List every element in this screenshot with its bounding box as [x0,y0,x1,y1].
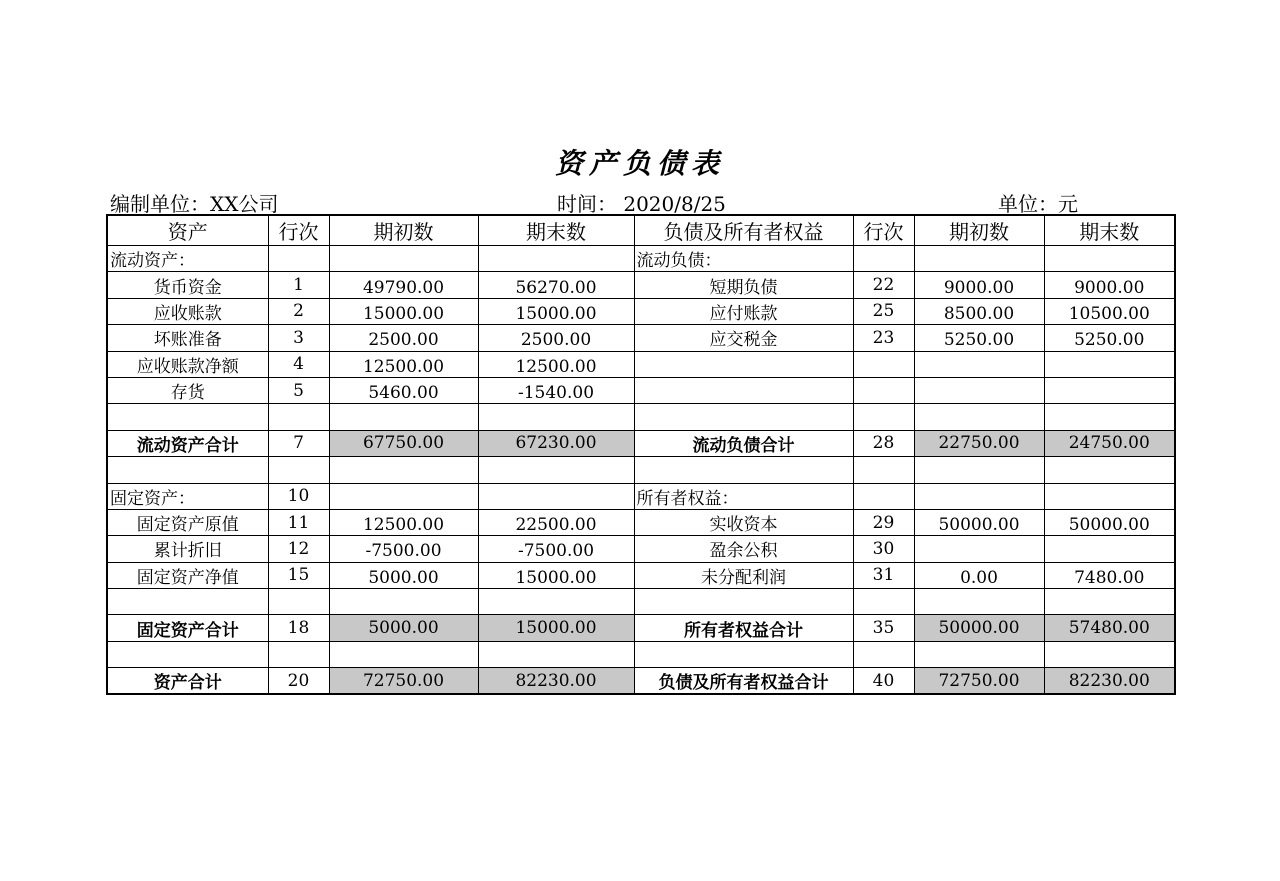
liability-line-no-cell: 29 [853,509,914,535]
asset-closing-cell: 2500.00 [478,325,634,351]
asset-closing-cell [478,404,634,430]
liability-opening-cell [914,641,1044,667]
page-title: 资产负债表 [554,147,725,180]
liability-name-cell [634,377,853,403]
table-row [107,457,1175,483]
asset-opening-cell: 12500.00 [329,351,478,377]
asset-opening-cell [329,589,478,615]
asset-closing-cell: 15000.00 [478,562,634,588]
liability-closing-cell: 50000.00 [1044,509,1175,535]
liability-line-no-cell [853,246,914,272]
header-closing: 期末数 [478,215,634,246]
liability-line-no-cell: 23 [853,325,914,351]
asset-line-no-cell: 11 [268,509,329,535]
asset-name-cell [107,404,268,430]
table-row [107,298,1175,324]
asset-closing-cell [478,457,634,483]
liability-name-cell: 实收资本 [634,509,853,535]
liability-name-cell: 所有者权益合计 [634,615,853,641]
asset-name-cell: 固定资产合计 [107,615,268,641]
asset-line-no-cell: 10 [268,483,329,509]
asset-line-no-cell: 3 [268,325,329,351]
table-row [107,483,1175,509]
table-row [107,562,1175,588]
liability-name-cell: 所有者权益： [634,483,853,509]
asset-closing-cell [478,483,634,509]
asset-name-cell: 货币资金 [107,272,268,298]
balance-sheet-table [106,214,1176,695]
liability-line-no-cell: 25 [853,298,914,324]
asset-closing-cell: -7500.00 [478,536,634,562]
table-row [107,589,1175,615]
asset-line-no-cell: 5 [268,377,329,403]
liability-closing-cell: 24750.00 [1044,430,1175,456]
liability-line-no-cell [853,589,914,615]
asset-opening-cell [329,483,478,509]
liability-line-no-cell: 40 [853,668,914,695]
asset-closing-cell [478,641,634,667]
table-row [107,641,1175,667]
liability-closing-cell [1044,641,1175,667]
asset-opening-cell: 5460.00 [329,377,478,403]
asset-closing-cell: 82230.00 [478,668,634,695]
asset-closing-cell: 56270.00 [478,272,634,298]
asset-opening-cell: 72750.00 [329,668,478,695]
table-row [107,536,1175,562]
liability-opening-cell: 72750.00 [914,668,1044,695]
liability-opening-cell: 50000.00 [914,615,1044,641]
asset-opening-cell: 49790.00 [329,272,478,298]
liability-name-cell [634,641,853,667]
liability-opening-cell [914,377,1044,403]
liability-closing-cell [1044,536,1175,562]
liability-closing-cell [1044,457,1175,483]
table-header-row [107,215,1175,246]
asset-opening-cell: 5000.00 [329,615,478,641]
liability-opening-cell [914,483,1044,509]
asset-opening-cell [329,457,478,483]
asset-name-cell [107,457,268,483]
liability-name-cell: 应付账款 [634,298,853,324]
liability-name-cell: 流动负债： [634,246,853,272]
asset-opening-cell: 12500.00 [329,509,478,535]
asset-line-no-cell [268,246,329,272]
asset-opening-cell [329,404,478,430]
asset-name-cell: 固定资产原值 [107,509,268,535]
header-closing-2: 期末数 [1044,215,1175,246]
liability-opening-cell: 50000.00 [914,509,1044,535]
asset-name-cell: 流动资产合计 [107,430,268,456]
header-assets: 资产 [107,215,268,246]
liability-closing-cell [1044,351,1175,377]
liability-closing-cell: 10500.00 [1044,298,1175,324]
liability-name-cell: 盈余公积 [634,536,853,562]
liability-line-no-cell [853,404,914,430]
table-row [107,246,1175,272]
asset-closing-cell: 15000.00 [478,298,634,324]
asset-line-no-cell: 20 [268,668,329,695]
table-row [107,377,1175,403]
liability-opening-cell: 8500.00 [914,298,1044,324]
liability-closing-cell: 82230.00 [1044,668,1175,695]
liability-closing-cell: 57480.00 [1044,615,1175,641]
header-opening-2: 期初数 [914,215,1044,246]
table-row [107,404,1175,430]
asset-closing-cell: 12500.00 [478,351,634,377]
liability-opening-cell [914,351,1044,377]
asset-name-cell: 固定资产净值 [107,562,268,588]
liability-opening-cell [914,589,1044,615]
liability-name-cell: 负债及所有者权益合计 [634,668,853,695]
liability-name-cell [634,404,853,430]
liability-line-no-cell [853,457,914,483]
asset-line-no-cell: 15 [268,562,329,588]
asset-opening-cell: 15000.00 [329,298,478,324]
table-row [107,509,1175,535]
asset-line-no-cell [268,589,329,615]
liability-closing-cell [1044,246,1175,272]
liability-line-no-cell [853,641,914,667]
asset-name-cell: 坏账准备 [107,325,268,351]
asset-closing-cell: 67230.00 [478,430,634,456]
liability-line-no-cell: 22 [853,272,914,298]
liability-opening-cell [914,404,1044,430]
asset-opening-cell: 2500.00 [329,325,478,351]
liability-line-no-cell [853,483,914,509]
liability-opening-cell: 9000.00 [914,272,1044,298]
asset-line-no-cell: 7 [268,430,329,456]
liability-name-cell: 短期负债 [634,272,853,298]
liability-line-no-cell: 35 [853,615,914,641]
asset-name-cell: 存货 [107,377,268,403]
liability-opening-cell: 5250.00 [914,325,1044,351]
table-row [107,325,1175,351]
liability-opening-cell [914,536,1044,562]
asset-line-no-cell: 1 [268,272,329,298]
liability-opening-cell: 22750.00 [914,430,1044,456]
liability-name-cell [634,457,853,483]
asset-line-no-cell [268,641,329,667]
liability-closing-cell [1044,377,1175,403]
liability-line-no-cell: 28 [853,430,914,456]
asset-name-cell: 应收账款 [107,298,268,324]
prepared-by-label: 编制单位：XX公司 [110,192,279,216]
liability-name-cell: 流动负债合计 [634,430,853,456]
liability-closing-cell: 7480.00 [1044,562,1175,588]
asset-closing-cell: 15000.00 [478,615,634,641]
liability-closing-cell [1044,589,1175,615]
liability-closing-cell: 9000.00 [1044,272,1175,298]
liability-line-no-cell [853,351,914,377]
asset-line-no-cell: 18 [268,615,329,641]
liability-closing-cell [1044,404,1175,430]
liability-closing-cell [1044,483,1175,509]
liability-line-no-cell: 30 [853,536,914,562]
asset-line-no-cell: 12 [268,536,329,562]
asset-name-cell [107,641,268,667]
liability-name-cell: 应交税金 [634,325,853,351]
asset-name-cell [107,589,268,615]
asset-closing-cell: 22500.00 [478,509,634,535]
header-line-no-2: 行次 [853,215,914,246]
table-row [107,615,1175,641]
table-row [107,351,1175,377]
asset-line-no-cell: 2 [268,298,329,324]
asset-line-no-cell [268,404,329,430]
asset-closing-cell [478,246,634,272]
liability-name-cell [634,351,853,377]
table-row [107,430,1175,456]
liability-opening-cell [914,457,1044,483]
table-row [107,668,1175,695]
asset-opening-cell: 5000.00 [329,562,478,588]
liability-closing-cell: 5250.00 [1044,325,1175,351]
table-row [107,272,1175,298]
report-date-label: 时间： 2020/8/25 [557,192,726,216]
liability-opening-cell: 0.00 [914,562,1044,588]
header-line-no: 行次 [268,215,329,246]
asset-closing-cell: -1540.00 [478,377,634,403]
liability-name-cell: 未分配利润 [634,562,853,588]
asset-name-cell: 流动资产： [107,246,268,272]
asset-closing-cell [478,589,634,615]
asset-line-no-cell: 4 [268,351,329,377]
asset-name-cell: 累计折旧 [107,536,268,562]
header-opening: 期初数 [329,215,478,246]
asset-line-no-cell [268,457,329,483]
asset-name-cell: 资产合计 [107,668,268,695]
asset-name-cell: 应收账款净额 [107,351,268,377]
currency-unit-label: 单位：元 [998,192,1078,216]
header-liabilities-equity: 负债及所有者权益 [634,215,853,246]
liability-line-no-cell [853,377,914,403]
liability-opening-cell [914,246,1044,272]
asset-name-cell: 固定资产： [107,483,268,509]
asset-opening-cell: 67750.00 [329,430,478,456]
asset-opening-cell [329,641,478,667]
asset-opening-cell [329,246,478,272]
liability-line-no-cell: 31 [853,562,914,588]
asset-opening-cell: -7500.00 [329,536,478,562]
liability-name-cell [634,589,853,615]
